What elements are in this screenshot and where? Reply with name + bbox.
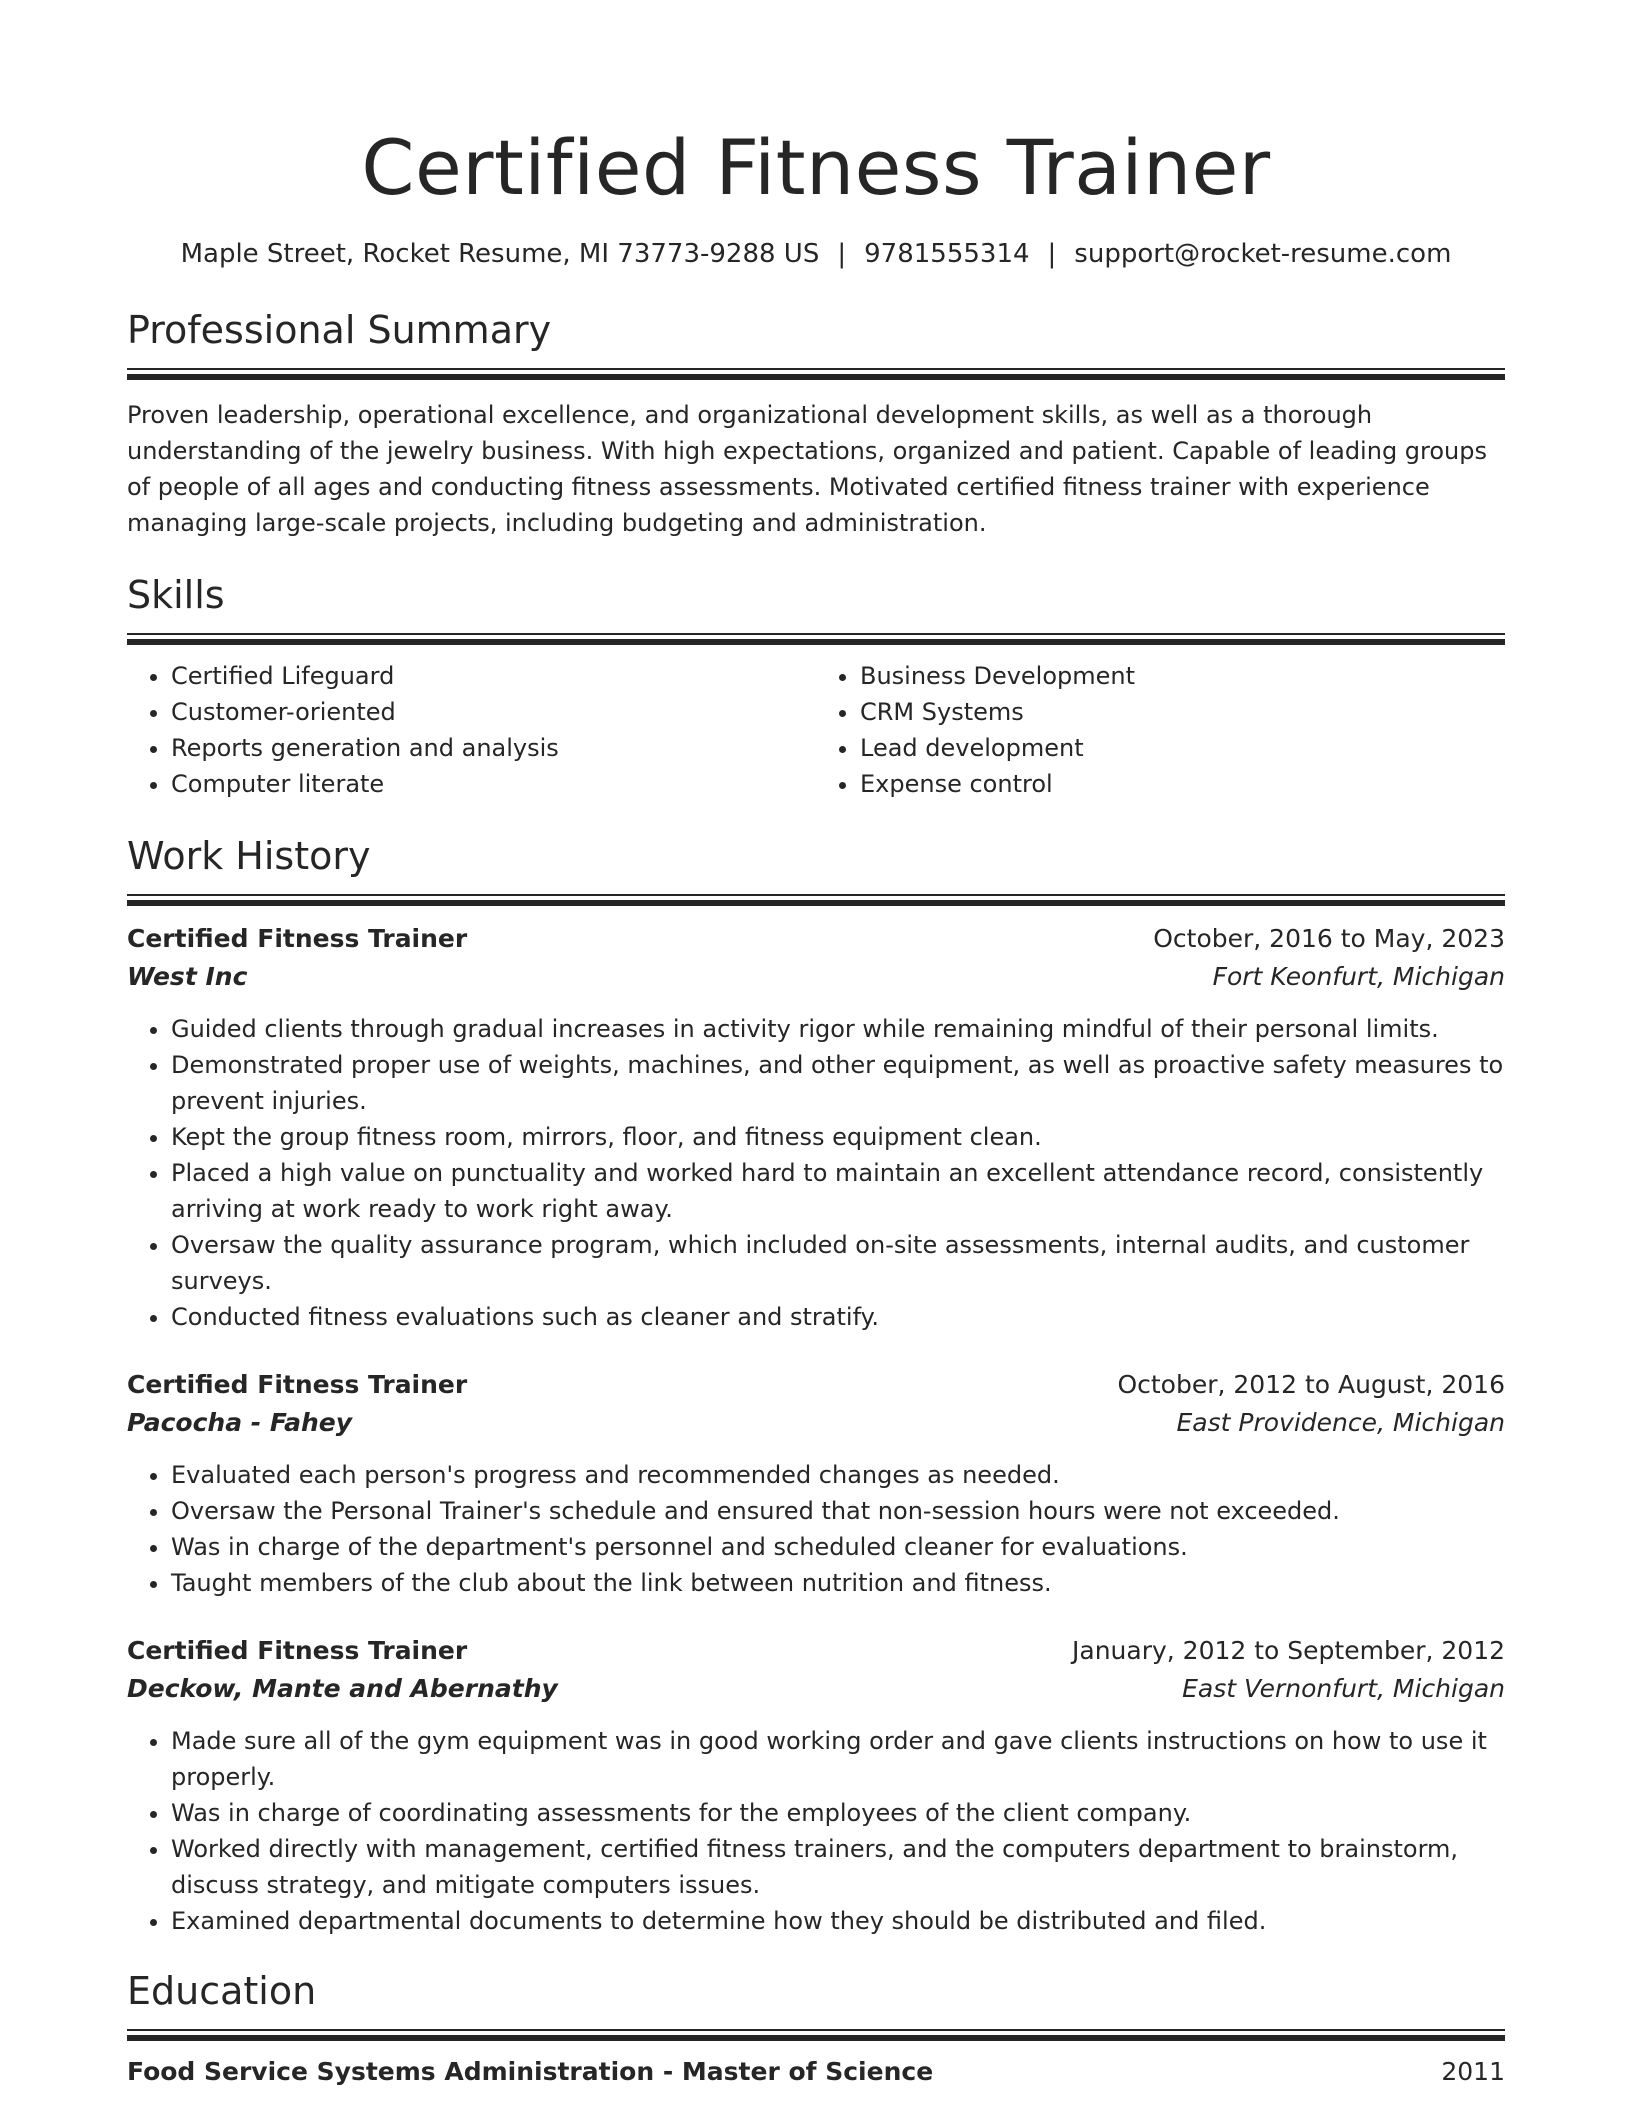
job-dates: January, 2012 to September, 2012 bbox=[1072, 1636, 1505, 1665]
skill-item: • Computer literate bbox=[171, 766, 816, 802]
skills-section bbox=[127, 571, 1505, 802]
job-subheader bbox=[127, 959, 1505, 995]
skill-item: • Certified Lifeguard bbox=[171, 658, 816, 694]
contact-separator: | bbox=[837, 239, 847, 269]
job-bullets bbox=[127, 1457, 1505, 1601]
section-divider bbox=[127, 2029, 1505, 2040]
section-divider bbox=[127, 894, 1505, 905]
education-degree: Food Service Systems Administration - Master of Science bbox=[127, 2057, 934, 2086]
section-divider bbox=[127, 368, 1505, 379]
job-title: Certified Fitness Trainer bbox=[127, 1370, 468, 1399]
work-history-section bbox=[127, 832, 1505, 1939]
job-location: East Providence, Michigan bbox=[1176, 1408, 1505, 1437]
job-subheader bbox=[127, 1671, 1505, 1707]
job-entry bbox=[127, 921, 1505, 1335]
summary-section bbox=[127, 306, 1505, 541]
job-dates: October, 2012 to August, 2016 bbox=[1117, 1370, 1505, 1399]
summary-text: Proven leadership, operational excellence, and organizational development skills, as well as a thorough understanding of the jewelry business. With high expectations, organized and patient. Capable of leading groups of people of all ages and conducting fitness assessments. Motivated certified fitness trainer with experience managing large-scale projects, including budgeting and administration. bbox=[127, 401, 1488, 537]
resume-name: Certified Fitness Trainer bbox=[361, 123, 1271, 212]
job-employer: Pacocha - Fahey bbox=[127, 1408, 352, 1437]
job-bullet: • Kept the group fitness room, mirrors, floor, and fitness equipment clean. bbox=[171, 1119, 1505, 1155]
job-bullet: • Taught members of the club about the link between nutrition and fitness. bbox=[171, 1565, 1505, 1601]
job-title: Certified Fitness Trainer bbox=[127, 1636, 468, 1665]
section-title-skills: Skills bbox=[127, 573, 225, 617]
section-title-work-history: Work History bbox=[127, 834, 371, 878]
education-year: 2011 bbox=[1441, 2057, 1505, 2086]
job-title: Certified Fitness Trainer bbox=[127, 924, 468, 953]
job-header bbox=[127, 921, 1505, 957]
skills-list-left bbox=[127, 658, 816, 802]
job-location: Fort Keonfurt, Michigan bbox=[1212, 962, 1505, 991]
skills-columns bbox=[127, 658, 1505, 802]
skill-item: • Expense control bbox=[860, 766, 1505, 802]
skill-item: • Business Development bbox=[860, 658, 1505, 694]
skill-item: • Reports generation and analysis bbox=[171, 730, 816, 766]
skill-item: • Customer-oriented bbox=[171, 694, 816, 730]
section-title-education: Education bbox=[127, 1969, 317, 2013]
job-employer: West Inc bbox=[127, 962, 248, 991]
skill-item: • CRM Systems bbox=[860, 694, 1505, 730]
job-location: East Vernonfurt, Michigan bbox=[1182, 1674, 1505, 1703]
job-entry bbox=[127, 1367, 1505, 1601]
section-divider bbox=[127, 633, 1505, 644]
education-entry bbox=[127, 2054, 1505, 2090]
skills-list-right bbox=[816, 658, 1505, 802]
job-bullet: • Was in charge of the department's personnel and scheduled cleaner for evaluations. bbox=[171, 1529, 1505, 1565]
job-bullet: • Demonstrated proper use of weights, machines, and other equipment, as well as proactive safety measures to prevent injuries. bbox=[171, 1047, 1505, 1119]
job-bullet: • Evaluated each person's progress and recommended changes as needed. bbox=[171, 1457, 1505, 1493]
contact-phone: 9781555314 bbox=[864, 239, 1030, 269]
job-bullet: • Was in charge of coordinating assessments for the employees of the client company. bbox=[171, 1795, 1505, 1831]
job-entry bbox=[127, 1633, 1505, 1939]
contact-line bbox=[127, 236, 1505, 272]
job-header bbox=[127, 1633, 1505, 1669]
job-bullets bbox=[127, 1723, 1505, 1939]
job-bullet: • Worked directly with management, certified fitness trainers, and the computers department to brainstorm, discuss strategy, and mitigate computers issues. bbox=[171, 1831, 1505, 1903]
job-dates: October, 2016 to May, 2023 bbox=[1153, 924, 1505, 953]
education-section bbox=[127, 1967, 1505, 2090]
contact-address: Maple Street, Rocket Resume, MI 73773-9288 US bbox=[180, 239, 820, 269]
job-header bbox=[127, 1367, 1505, 1403]
job-bullet: • Guided clients through gradual increases in activity rigor while remaining mindful of their personal limits. bbox=[171, 1011, 1505, 1047]
job-bullet: • Placed a high value on punctuality and worked hard to maintain an excellent attendance record, consistently arriving at work ready to work right away. bbox=[171, 1155, 1505, 1227]
job-bullet: • Oversaw the Personal Trainer's schedule and ensured that non-session hours were not exceeded. bbox=[171, 1493, 1505, 1529]
job-subheader bbox=[127, 1405, 1505, 1441]
job-employer: Deckow, Mante and Abernathy bbox=[127, 1674, 558, 1703]
section-title-summary: Professional Summary bbox=[127, 308, 552, 352]
job-bullet: • Oversaw the quality assurance program, which included on-site assessments, internal audits, and customer surveys. bbox=[171, 1227, 1505, 1299]
job-bullets bbox=[127, 1011, 1505, 1335]
contact-email: support@rocket-resume.com bbox=[1074, 239, 1452, 269]
skill-item: • Lead development bbox=[860, 730, 1505, 766]
job-bullet: • Conducted fitness evaluations such as cleaner and stratify. bbox=[171, 1299, 1505, 1335]
contact-separator: | bbox=[1047, 239, 1057, 269]
job-bullet: • Made sure all of the gym equipment was in good working order and gave clients instructions on how to use it properly. bbox=[171, 1723, 1505, 1795]
job-bullet: • Examined departmental documents to determine how they should be distributed and filed. bbox=[171, 1903, 1505, 1939]
